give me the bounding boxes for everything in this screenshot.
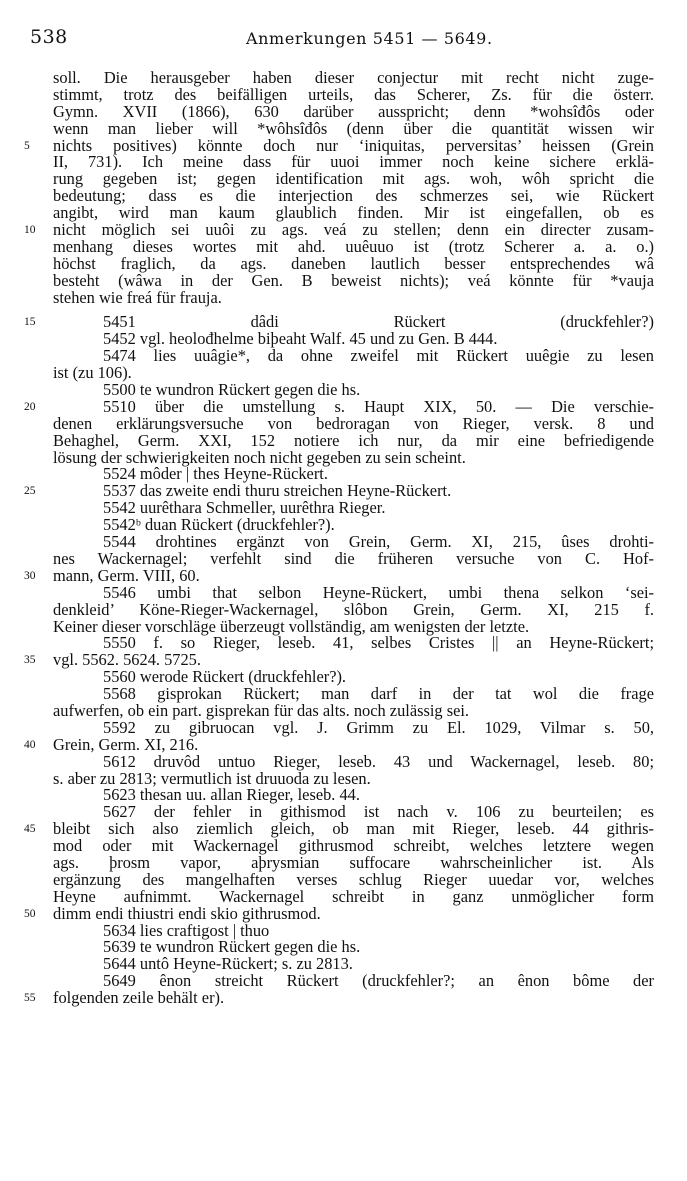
line-text: s. aber zu 2813; vermutlich ist druuoda zu lesen. xyxy=(53,768,371,788)
line-text: ist (zu 106). xyxy=(53,363,132,383)
line-number: 10 xyxy=(24,224,36,237)
line-text: 5452 vgl. heolođhelme biþeaht Walf. 45 und zu Gen. B 444. xyxy=(103,329,498,349)
line-number: 15 xyxy=(24,316,36,329)
line-number: 40 xyxy=(24,738,36,751)
line-text: rung gegeben ist; gegen identification mit ags. woh, wôh spricht die xyxy=(53,169,654,189)
line-text: nicht möglich sei uuôi zu ags. veá zu stellen; denn ein directer zusam- xyxy=(53,220,654,240)
page-number: 538 xyxy=(30,26,68,48)
line-number: 20 xyxy=(24,400,36,413)
line-number: 50 xyxy=(24,907,36,920)
line-text: höchst fraglich, da ags. daneben lautlich besser entsprechendes wâ xyxy=(53,253,654,273)
line-text: folgenden zeile behält er). xyxy=(53,988,225,1008)
line-text: Keiner dieser vorschläge überzeugt vollständig, am wenigsten der letzte. xyxy=(53,616,530,636)
line-text: bleibt sich also ziemlich gleich, ob man mit Rieger, leseb. 44 githris- xyxy=(53,819,654,839)
line-text: 5451 dâdi Rückert (druckfehler?) xyxy=(103,312,654,332)
line-text: 5634 lies craftigost | thuo xyxy=(103,920,270,940)
line-text: Gymn. XVII (1866), 630 darüber ausspricht; denn *wohsîđôs oder xyxy=(53,101,654,121)
line-text: Grein, Germ. XI, 216. xyxy=(53,734,199,754)
running-title: Anmerkungen 5451 — 5649. xyxy=(246,29,493,48)
line-text: 5568 gisprokan Rückert; man darf in der tat wol die frage xyxy=(103,684,654,704)
line-number: 30 xyxy=(24,569,36,582)
line-number: 25 xyxy=(24,485,36,498)
line-text: nichts positives) könnte doch nur ‘iniquitas, perversitas’ heissen (Grein xyxy=(53,135,654,155)
line-text: 5550 f. so Rieger, leseb. 41, selbes Cristes || an Heyne-Rückert; xyxy=(103,633,654,653)
line-text: wenn man lieber will *wôhsîđôs (denn über die quantität wissen wir xyxy=(53,118,654,138)
text-line xyxy=(24,990,654,1007)
line-text: stimmt, trotz des beifälligen urteils, das Scherer, Zs. für die österr. xyxy=(53,84,654,104)
line-text: 5474 lies uuâgie*, da ohne zweifel mit Rückert uuêgie zu lesen xyxy=(103,346,654,366)
line-number: 45 xyxy=(24,823,36,836)
line-text: besteht (wâwa in der Gen. B beweist nichts); veá könnte für *vauja xyxy=(53,270,654,290)
line-text: denkleid’ Köne-Rieger-Wackernagel, slôbon Grein, Germ. XI, 215 f. xyxy=(53,599,654,619)
text-line xyxy=(24,287,654,307)
line-number: 5 xyxy=(24,139,30,152)
line-text: 5592 zu gibruocan vgl. J. Grimm zu El. 1029, Vilmar s. 50, xyxy=(103,717,654,737)
line-text: II, 731). Ich meine dass für uuoi immer noch keine sichere erklä- xyxy=(53,152,654,172)
line-text: Behaghel, Germ. XXI, 152 notiere ich nur, da mir eine befriedigende xyxy=(53,430,654,450)
line-text: Heyne aufnimmt. Wackernagel schreibt in ganz unmöglicher form xyxy=(53,886,654,906)
line-text: menhang dieses wortes mit ahd. uuêuuo ist (trotz Scherer a. a. o.) xyxy=(53,236,654,256)
line-text: mann, Germ. VIII, 60. xyxy=(53,565,200,585)
line-text: 5544 drohtines ergänzt von Grein, Germ. XI, 215, ûses drohti- xyxy=(103,532,654,552)
line-text: dimm endi thiustri endi skio githrusmod. xyxy=(53,903,321,923)
line-text: 5639 te wundron Rückert gegen die hs. xyxy=(103,937,361,957)
line-text: 5542 uurêthara Schmeller, uurêthra Rieger. xyxy=(103,498,386,518)
line-text: ergänzung des mangelhaften verses schlug Rieger uuedar vor, welches xyxy=(53,869,654,889)
line-text: mod oder mit Wackernagel githrusmod schreibt, welches letztere wegen xyxy=(53,836,654,856)
line-text: nes Wackernagel; verfehlt sind die früheren versuche von C. Hof- xyxy=(53,548,654,568)
line-text: 5623 thesan uu. allan Rieger, leseb. 44. xyxy=(103,785,360,805)
line-text: 5560 werode Rückert (druckfehler?). xyxy=(103,667,347,687)
line-text: angibt, wird man kaum glaublich finden. Mir ist eingefallen, ob es xyxy=(53,203,654,223)
line-number: 35 xyxy=(24,654,36,667)
page-header xyxy=(0,26,687,54)
line-text: lösung der schwierigkeiten noch nicht gegeben zu sein scheint. xyxy=(53,447,466,467)
line-text: 5612 druvôd untuo Rieger, leseb. 43 und Wackernagel, leseb. 80; xyxy=(103,751,654,771)
line-text: soll. Die herausgeber haben dieser conjectur mit recht nicht zuge- xyxy=(53,68,654,87)
line-number: 55 xyxy=(24,992,36,1005)
annotation-text xyxy=(24,70,654,1007)
line-text: stehen wie freá für frauja. xyxy=(53,287,222,307)
line-text: 5537 das zweite endi thuru streichen Heyne-Rückert. xyxy=(103,481,452,501)
line-text: 5649 ênon streicht Rückert (druckfehler?; an ênon bôme der xyxy=(103,971,654,991)
line-text: 5627 der fehler in githismod ist nach v. 106 zu beurteilen; es xyxy=(103,802,654,822)
line-text: vgl. 5562. 5624. 5725. xyxy=(53,650,201,670)
line-text: 5644 untô Heyne-Rückert; s. zu 2813. xyxy=(103,954,353,974)
line-text: bedeutung; dass es die interjection des schmerzes sei, wie Rückert xyxy=(53,186,654,206)
line-text: 5524 môder | thes Heyne-Rückert. xyxy=(103,464,328,484)
line-text: 5542ᵇ duan Rückert (druckfehler?). xyxy=(103,515,335,535)
line-text: 5510 über die umstellung s. Haupt XIX, 50. — Die verschie- xyxy=(103,396,654,416)
line-text: ags. þrosm vapor, aþrysmian suffocare wahrscheinlicher ist. Als xyxy=(53,852,654,872)
line-text: denen erklärungsversuche von bedroragan von Rieger, versk. 8 und xyxy=(53,413,654,433)
line-text: 5546 umbi that selbon Heyne-Rückert, umbi thena selkon ‘sei- xyxy=(103,582,654,602)
line-text: 5500 te wundron Rückert gegen die hs. xyxy=(103,380,361,400)
line-text: aufwerfen, ob ein part. gisprekan für das alts. noch zulässig sei. xyxy=(53,700,470,720)
